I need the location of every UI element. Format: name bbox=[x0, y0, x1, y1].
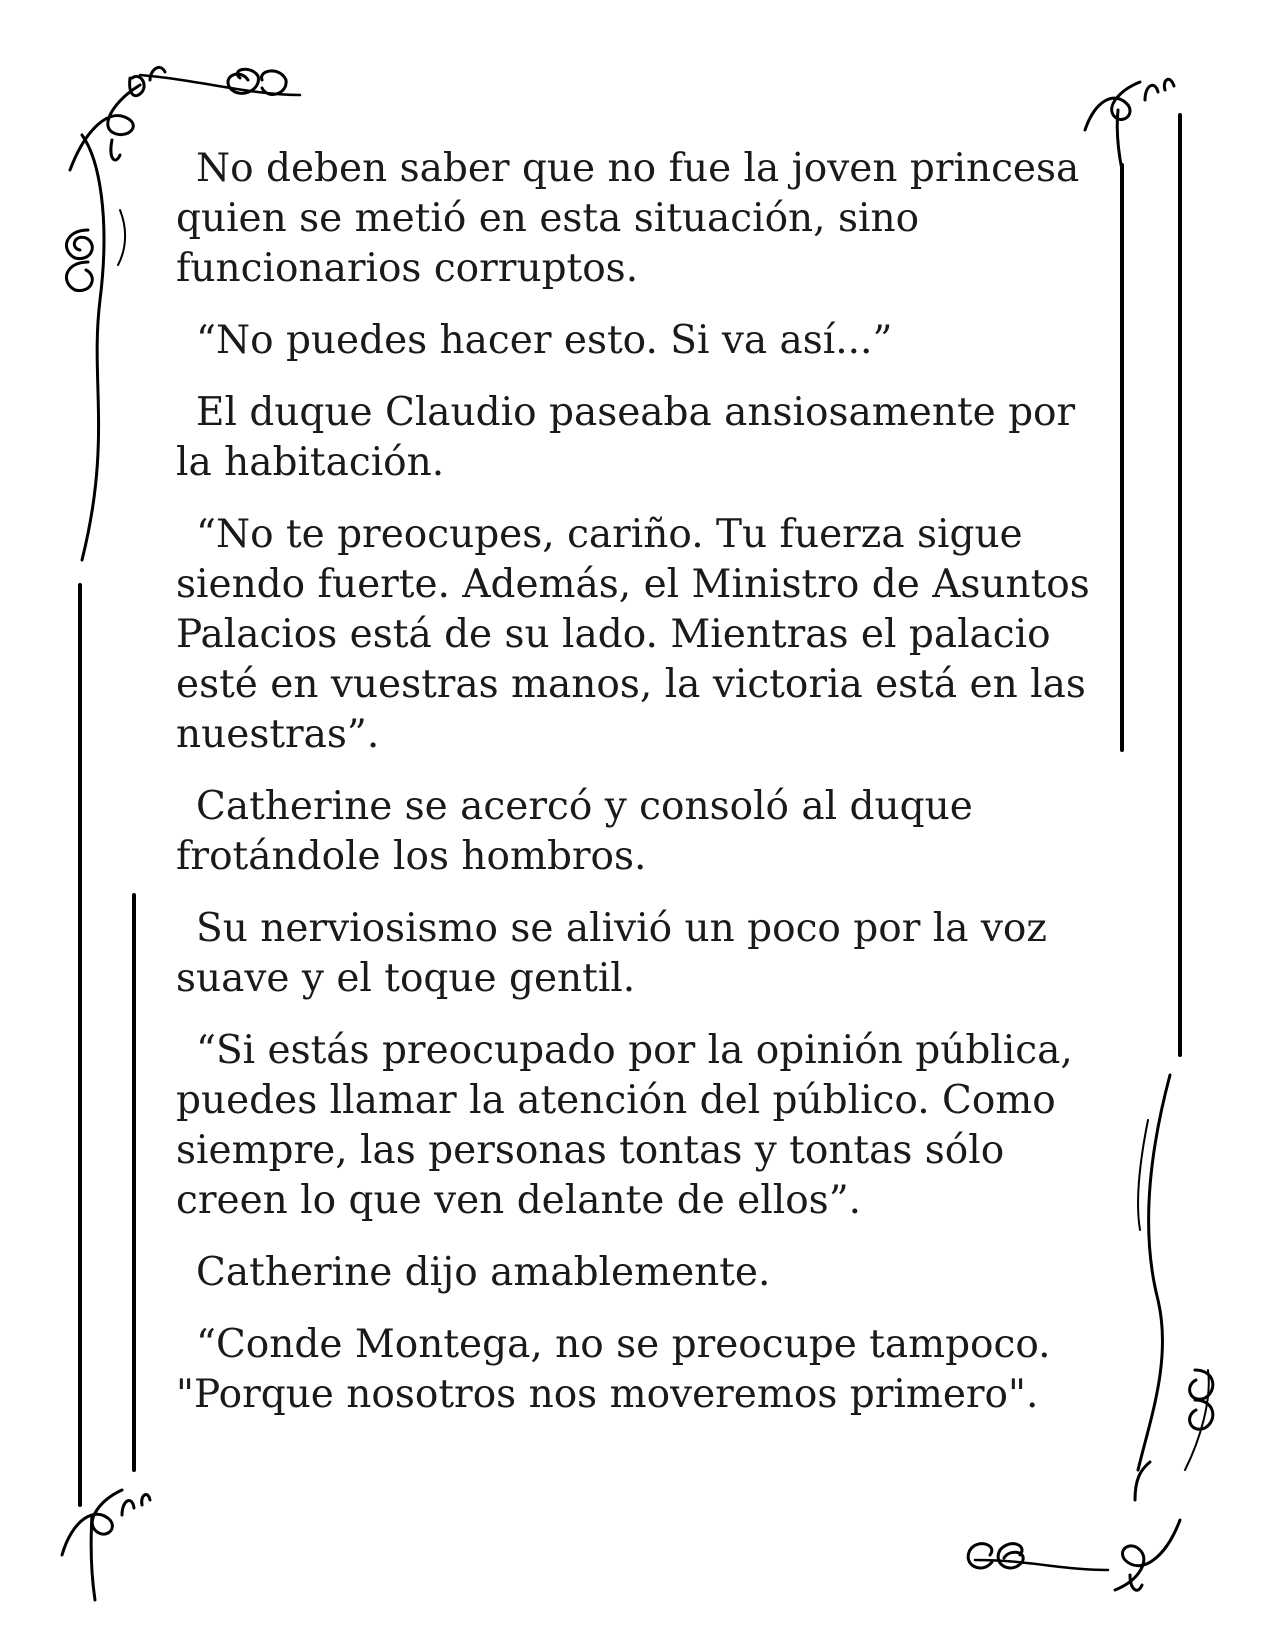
paragraph: No deben saber que no fue la joven princesa quien se metió en esta situación, sino funcionarios corruptos. bbox=[176, 146, 1080, 291]
paragraph: Su nerviosismo se alivió un poco por la voz suave y el toque gentil. bbox=[176, 906, 1047, 1001]
paragraph: Catherine dijo amablemente. bbox=[196, 1250, 771, 1295]
paragraph: “Si estás preocupado por la opinión pública, puedes llamar la atención del público. Como siempre, las personas tontas y tontas sólo creen lo que ven delante de ellos”. bbox=[176, 1028, 1073, 1223]
bottom-left-flourish bbox=[62, 1490, 150, 1600]
paragraph: El duque Claudio paseaba ansiosamente por la habitación. bbox=[176, 390, 1076, 485]
paragraph: “Conde Montega, no se preocupe tampoco. "Porque nosotros nos moveremos primero". bbox=[176, 1322, 1051, 1417]
story-text bbox=[176, 144, 1106, 1442]
paragraph: Catherine se acercó y consoló al duque frotándole los hombros. bbox=[176, 784, 973, 879]
left-border-lines bbox=[80, 585, 134, 1505]
right-border-lines bbox=[1122, 115, 1180, 1055]
paragraph: “No te preocupes, cariño. Tu fuerza sigue siendo fuerte. Además, el Ministro de Asuntos Palacios está de su lado. Mientras el palacio esté en vuestras manos, la victoria está en las nuestras”. bbox=[176, 512, 1090, 757]
paragraph: “No puedes hacer esto. Si va así...” bbox=[196, 318, 893, 363]
